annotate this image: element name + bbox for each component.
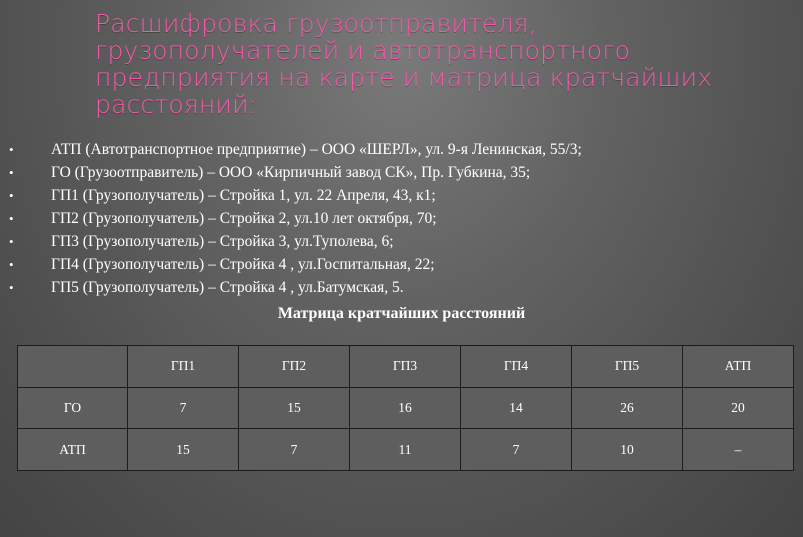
table-cell: – [683,429,794,471]
slide-title [95,10,795,118]
bullet-text: ГП1 (Грузополучатель) – Стройка 1, ул. 22 Апреля, 43, к1; [51,187,436,204]
table-row-label: ГО [18,387,128,429]
table-header-cell: ГП1 [128,346,239,388]
slide-title-line: предприятия на карте и матрица кратчайших [95,63,713,92]
bullet-text: АТП (Автотранспортное предприятие) – ООО «ШЕРЛ», ул. 9-я Ленинская, 55/3; [51,141,582,158]
table-header-row [18,346,794,388]
table-row [18,387,794,429]
bullet-item [0,207,803,230]
bullet-icon: • [9,280,14,295]
bullet-text: ГО (Грузоотправитель) – ООО «Кирпичный завод СК», Пр. Губкина, 35; [51,164,531,181]
table-cell: 20 [683,387,794,429]
bullet-item [0,253,803,276]
bullet-item [0,230,803,253]
bullet-icon: • [9,234,14,249]
bullet-icon: • [9,211,14,226]
table-header-cell: ГП2 [239,346,350,388]
bullet-text: ГП2 (Грузополучатель) – Стройка 2, ул.10 лет октября, 70; [51,210,437,227]
table-header-cell: АТП [683,346,794,388]
bullet-text: ГП4 (Грузополучатель) – Стройка 4 , ул.Госпитальная, 22; [51,256,435,273]
table-cell: 26 [572,387,683,429]
slide-title-line: Расшифровка грузоотправителя, [95,9,537,38]
bullet-text: ГП5 (Грузополучатель) – Стройка 4 , ул.Батумская, 5. [51,279,404,296]
table-cell: 15 [128,429,239,471]
bullet-item [0,138,803,161]
table-row [18,429,794,471]
table-cell: 16 [350,387,461,429]
table-cell: 15 [239,387,350,429]
table-cell: 7 [239,429,350,471]
bullet-item [0,184,803,207]
bullet-icon: • [9,142,14,157]
bullet-icon: • [9,257,14,272]
table-cell: 10 [572,429,683,471]
matrix-title: Матрица кратчайших расстояний [277,305,526,322]
table-row-label: АТП [18,429,128,471]
table-header-cell [18,346,128,388]
table-header-cell: ГП5 [572,346,683,388]
table-cell: 14 [461,387,572,429]
distance-matrix-table [17,345,794,471]
table-cell: 7 [128,387,239,429]
bullet-text: ГП3 (Грузополучатель) – Стройка 3, ул.Туполева, 6; [51,233,394,250]
bullet-icon: • [9,188,14,203]
table-header-cell: ГП4 [461,346,572,388]
slide-title-line: расстояний: [95,90,258,119]
bullet-icon: • [9,165,14,180]
bullet-list [0,138,803,299]
table-cell: 7 [461,429,572,471]
table-header-cell: ГП3 [350,346,461,388]
bullet-item [0,276,803,299]
slide-title-line: грузополучателей и автотранспортного [95,36,631,65]
table-cell: 11 [350,429,461,471]
bullet-item [0,161,803,184]
